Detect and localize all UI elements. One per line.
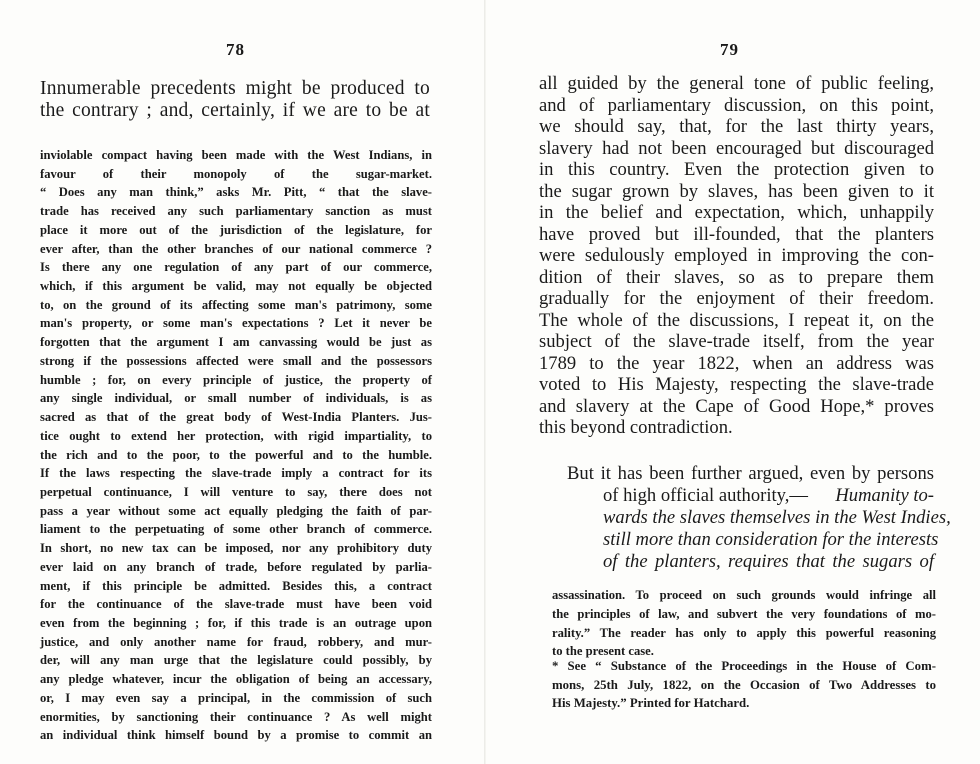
right-page [490, 0, 980, 764]
body-line: voted to His Majesty, respecting the slave-trade [539, 374, 934, 395]
body-line: all guided by the general tone of public feeling, [539, 73, 934, 94]
quote-line: humble ; for, on every principle of justice, the property of [40, 372, 432, 387]
quote-line: In short, no new tax can be imposed, nor any prohibitory duty [40, 541, 432, 556]
quote-line: any single individual, or small number of individuals, is as [40, 391, 432, 406]
body-line: dition of their slaves, so as to prepare them [539, 266, 934, 288]
body-line: subject of the slave-trade itself, from the year [539, 331, 934, 352]
body-line: in this country. Even the protection given to [539, 159, 934, 180]
quote-line: the rich and to the poor, to the powerful and to the humble. [40, 447, 432, 462]
page-number-right: 79 [720, 40, 739, 59]
quote-line: forgotten that the argument I am canvassing would be just as [40, 335, 432, 350]
quote-line: ever after, than the other branches of our national commerce ? [40, 241, 432, 256]
quote-line: pass a year without some act equally pledging the faith of par- [40, 503, 432, 518]
quote-line: “ Does any man think,” asks Mr. Pitt, “ that the slave- [40, 185, 432, 200]
italic-line: of the planters, requires that the sugars of [603, 550, 934, 572]
quote-line: place it more out of the jurisdiction of the legislature, for [40, 222, 432, 237]
intro-line: the contrary ; and, certainly, if we are to be at [40, 100, 430, 121]
intro-line: Innumerable precedents might be produced to [40, 78, 430, 99]
gutter [484, 0, 486, 764]
quote-line: enormities, by sanctioning their continuance ? As well might [40, 709, 432, 724]
small-line: the principles of law, and subvert the very foundations of mo- [552, 606, 936, 621]
quote-line: Is there any one regulation of any part of our commerce, [40, 260, 432, 275]
page-number-left: 78 [226, 40, 245, 59]
italic-line: wards the slaves themselves in the West Indies, [603, 507, 951, 528]
quote-line: or, I may even say a principal, in the commission of such [40, 690, 432, 705]
quote-line: which, if this argument be valid, may not equally be objected [40, 279, 432, 294]
quote-line: sacred as that of the great body of West-India Planters. Jus- [40, 410, 432, 425]
quote-line: favour of their monopoly of the sugar-market. [40, 166, 432, 181]
quote-line: trade has received any such parliamentary sanction as must [40, 204, 432, 219]
quote-line: tice ought to extend her protection, with rigid impartiality, to [40, 428, 432, 443]
small-line: to the present case. [552, 644, 654, 659]
body-line: have proved but ill-founded, that the planters [539, 223, 934, 245]
quote-line: der, will any man urge that the legislature could possibly, by [40, 653, 432, 668]
body-line: we should say, that, for the last thirty years, [539, 116, 934, 137]
body-line: and of parliamentary discussion, on this point, [539, 94, 934, 116]
argued-lead-line: But it has been further argued, even by persons [567, 463, 934, 484]
quote-line: man's property, or some man's expectations ? Let it never be [40, 316, 432, 331]
quote-line: inviolable compact having been made with the West Indians, in [40, 148, 432, 162]
argued-italic-text: Humanity to- [835, 485, 934, 506]
quote-line: ever laid on any branch of trade, before regulated by parlia- [40, 559, 432, 574]
small-line: assassination. To proceed on such grounds would infringe all [552, 588, 936, 602]
body-line: slavery had not been encouraged but discouraged [539, 137, 934, 159]
quote-line: liament to the perpetuating of some other branch of commerce. [40, 522, 432, 537]
quote-line: any pledge whatever, incur the obligation of being an accessary, [40, 672, 432, 687]
body-line: and slavery at the Cape of Good Hope,* proves [539, 395, 934, 417]
quote-line: perpetual continuance, I will venture to say, there does not [40, 484, 432, 499]
body-line: The whole of the discussions, I repeat it, on the [539, 309, 934, 331]
body-line: this beyond contradiction. [539, 417, 733, 438]
quote-line: even from the beginning ; for, if this trade is an outrage upon [40, 616, 432, 630]
body-line: in the belief and expectation, which, unhappily [539, 202, 934, 223]
quote-line: justice, and only another name for fraud, robbery, and mur- [40, 634, 432, 649]
body-line: the sugar grown by slaves, has been given to it [539, 180, 934, 202]
argued-plain-text: of high official authority,— [603, 485, 809, 506]
argued-line [603, 485, 934, 507]
italic-line: still more than consideration for the interests [603, 528, 939, 550]
footnote-line: His Majesty.” Printed for Hatchard. [552, 696, 750, 710]
quote-line: ment, if this principle be admitted. Besides this, a contract [40, 578, 432, 593]
footnote-line: * See “ Substance of the Proceedings in the House of Com- [552, 659, 936, 673]
footnote-line: mons, 25th July, 1822, on the Occasion of Two Addresses to [552, 677, 936, 692]
quote-line: for the continuance of the slave-trade must have been void [40, 597, 432, 612]
body-line: were sedulously employed in improving the con- [539, 245, 934, 266]
quote-line: an individual think himself bound by a promise to commit an [40, 728, 432, 743]
quote-line: to, on the ground of its affecting some man's patrimony, some [40, 297, 432, 312]
body-line: 1789 to the year 1822, when an address was [539, 352, 934, 374]
quote-line: strong if the possessions affected were small and the possessors [40, 353, 432, 368]
left-page [0, 0, 480, 764]
body-line: gradually for the enjoyment of their freedom. [539, 288, 934, 309]
quote-line: If the laws respecting the slave-trade imply a contract for its [40, 466, 432, 481]
small-line: rality.” The reader has only to apply this powerful reasoning [552, 625, 936, 640]
